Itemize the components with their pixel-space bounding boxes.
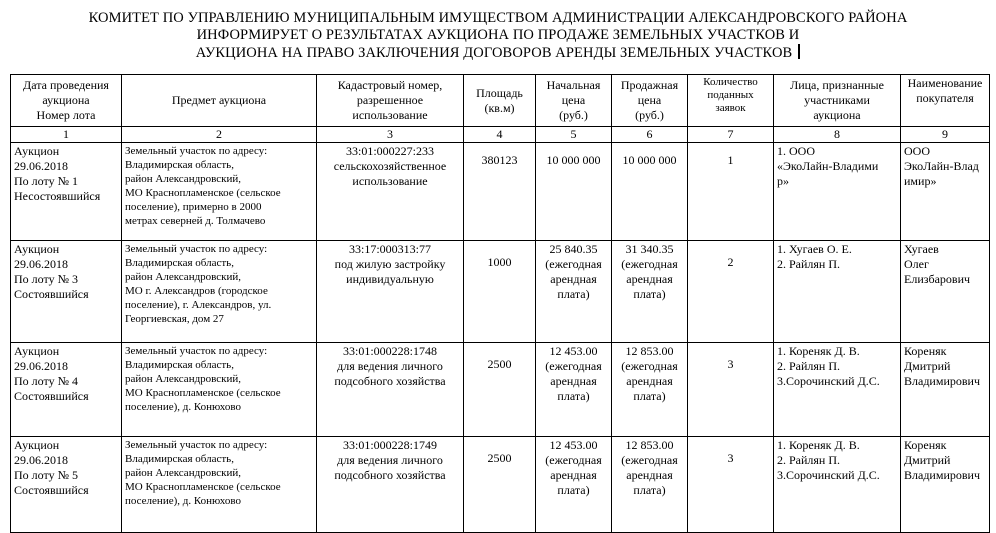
area-cell: 1000 — [464, 241, 536, 343]
applications-cell: 3 — [688, 437, 774, 533]
sale-price-cell: 31 340.35 (ежегодная арендная плата) — [612, 241, 688, 343]
header-cell: Площадь (кв.м) — [464, 75, 536, 127]
applications-cell: 3 — [688, 343, 774, 437]
column-number: 9 — [901, 127, 990, 143]
column-number: 2 — [122, 127, 317, 143]
cadastral-cell: 33:01:000227:233 сельскохозяйственное использование — [317, 143, 464, 241]
buyer-cell: Кореняк Дмитрий Владимирович — [901, 437, 990, 533]
buyer-cell: ООО ЭкоЛайн-Влад имир» — [901, 143, 990, 241]
cadastral-cell: 33:01:000228:1749 для ведения личного подсобного хозяйства — [317, 437, 464, 533]
sale-price-cell: 12 853.00 (ежегодная арендная плата) — [612, 343, 688, 437]
header-cell: Продажная цена (руб.) — [612, 75, 688, 127]
header-cell: Начальная цена (руб.) — [536, 75, 612, 127]
area-cell: 2500 — [464, 343, 536, 437]
column-number: 7 — [688, 127, 774, 143]
subject-cell: Земельный участок по адресу: Владимирская область, район Александровский, МО г. Александров (городское поселение), г. Александров, ул. Георгиевская, дом 27 — [122, 241, 317, 343]
auction-results-table — [10, 74, 990, 533]
text-cursor — [798, 44, 800, 59]
start-price-cell: 10 000 000 — [536, 143, 612, 241]
cadastral-cell: 33:01:000228:1748 для ведения личного подсобного хозяйства — [317, 343, 464, 437]
buyer-cell: Хугаев Олег Елизбарович — [901, 241, 990, 343]
heading-line-1: КОМИТЕТ ПО УПРАВЛЕНИЮ МУНИЦИПАЛЬНЫМ ИМУЩЕСТВОМ АДМИНИСТРАЦИИ АЛЕКСАНДРОВСКОГО РАЙОНА — [88, 10, 908, 26]
sale-price-cell: 10 000 000 — [612, 143, 688, 241]
auction-date-cell: Аукцион 29.06.2018 По лоту № 4 Состоявшийся — [11, 343, 122, 437]
table-row — [11, 143, 990, 241]
start-price-cell: 12 453.00 (ежегодная арендная плата) — [536, 437, 612, 533]
participants-cell: 1. ООО «ЭкоЛайн-Владими р» — [774, 143, 901, 241]
column-number: 6 — [612, 127, 688, 143]
subject-cell: Земельный участок по адресу: Владимирская область, район Александровский, МО Краснопламенское (сельское поселение), д. Конюхово — [122, 343, 317, 437]
area-cell: 2500 — [464, 437, 536, 533]
heading-line-3-text: АУКЦИОНА НА ПРАВО ЗАКЛЮЧЕНИЯ ДОГОВОРОВ АРЕНДЫ ЗЕМЕЛЬНЫХ УЧАСТКОВ — [195, 45, 793, 61]
header-cell: Лица, признанные участниками аукциона — [774, 75, 901, 127]
header-row — [11, 75, 990, 127]
header-cell: Наименование покупателя — [901, 75, 990, 127]
column-number: 8 — [774, 127, 901, 143]
subject-cell: Земельный участок по адресу: Владимирская область, район Александровский, МО Краснопламенское (сельское поселение), д. Конюхово — [122, 437, 317, 533]
area-cell: 380123 — [464, 143, 536, 241]
header-cell: Дата проведения аукциона Номер лота — [11, 75, 122, 127]
start-price-cell: 25 840.35 (ежегодная арендная плата) — [536, 241, 612, 343]
auction-date-cell: Аукцион 29.06.2018 По лоту № 5 Состоявшийся — [11, 437, 122, 533]
column-number: 3 — [317, 127, 464, 143]
sale-price-cell: 12 853.00 (ежегодная арендная плата) — [612, 437, 688, 533]
participants-cell: 1. Кореняк Д. В. 2. Райлян П. 3.Сорочинский Д.С. — [774, 343, 901, 437]
applications-cell: 2 — [688, 241, 774, 343]
table-row — [11, 343, 990, 437]
column-number: 1 — [11, 127, 122, 143]
cadastral-cell: 33:17:000313:77 под жилую застройку индивидуальную — [317, 241, 464, 343]
table-row — [11, 437, 990, 533]
heading-line-3 — [0, 44, 996, 62]
subject-cell: Земельный участок по адресу: Владимирская область, район Александровский, МО Краснопламенское (сельское поселение), примерно в 2000 метрах северней д. Толмачево — [122, 143, 317, 241]
applications-cell: 1 — [688, 143, 774, 241]
participants-cell: 1. Хугаев О. Е. 2. Райлян П. — [774, 241, 901, 343]
column-number: 5 — [536, 127, 612, 143]
column-number: 4 — [464, 127, 536, 143]
participants-cell: 1. Кореняк Д. В. 2. Райлян П. 3.Сорочинский Д.С. — [774, 437, 901, 533]
buyer-cell: Кореняк Дмитрий Владимирович — [901, 343, 990, 437]
column-number-row — [11, 127, 990, 143]
header-cell: Предмет аукциона — [122, 75, 317, 127]
auction-date-cell: Аукцион 29.06.2018 По лоту № 3 Состоявшийся — [11, 241, 122, 343]
heading-line-2: ИНФОРМИРУЕТ О РЕЗУЛЬТАТАХ АУКЦИОНА ПО ПРОДАЖЕ ЗЕМЕЛЬНЫХ УЧАСТКОВ И — [196, 27, 800, 43]
header-cell: Кадастровый номер, разрешенное использование — [317, 75, 464, 127]
document-heading — [0, 10, 996, 62]
start-price-cell: 12 453.00 (ежегодная арендная плата) — [536, 343, 612, 437]
auction-date-cell: Аукцион 29.06.2018 По лоту № 1 Несостоявшийся — [11, 143, 122, 241]
header-cell: Количество поданных заявок — [688, 75, 774, 127]
table-row — [11, 241, 990, 343]
